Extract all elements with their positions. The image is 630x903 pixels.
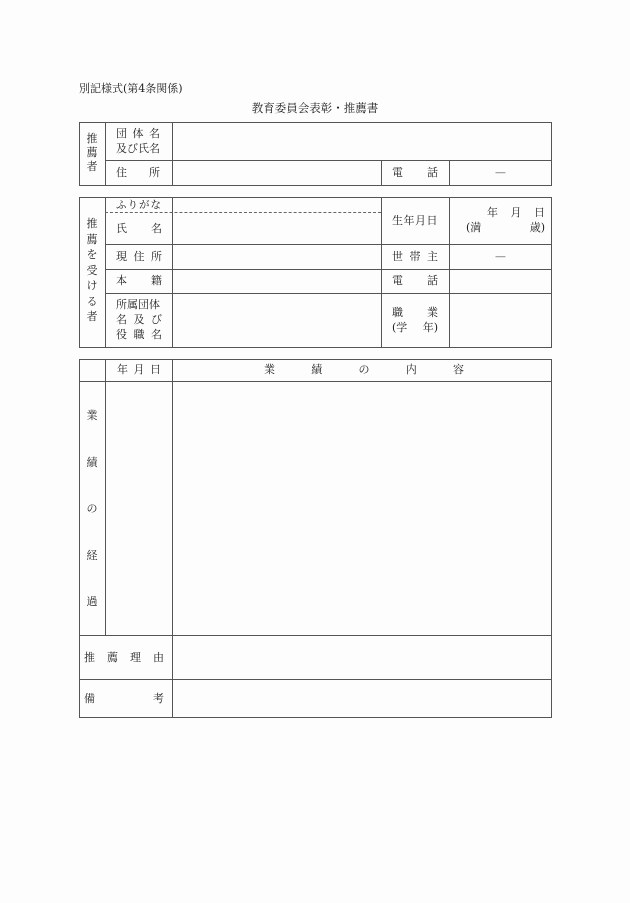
recommender-phone-field[interactable]: — (495, 166, 506, 179)
label-char: 名 (151, 328, 162, 341)
label-char: 本 (116, 274, 127, 287)
label-char: 帯 (409, 250, 421, 263)
label-char: 話 (427, 166, 438, 179)
affiliation-label-line2 (116, 313, 162, 327)
nominee-section-label (79, 216, 105, 325)
label-char: 者 (86, 310, 98, 323)
label-char: 内 (405, 363, 417, 376)
birthdate-field[interactable] (450, 198, 551, 244)
label-char: 理 (130, 651, 141, 664)
org-name-field[interactable] (173, 123, 551, 160)
age-close: 歳) (529, 221, 545, 234)
affiliation-label-line3 (116, 328, 162, 342)
label-char: 月 (133, 363, 145, 376)
label-char: 由 (153, 651, 164, 664)
address-label (116, 166, 160, 180)
label-char: 所 (149, 166, 160, 179)
occupation-label (392, 306, 438, 320)
content-column-header (264, 363, 464, 377)
label-char: 電 (392, 274, 403, 287)
label-char: 受 (86, 263, 98, 277)
label-char: の (86, 502, 98, 515)
label-char: 話 (427, 274, 438, 287)
achievement-dates-field[interactable] (106, 382, 172, 635)
label-char: 者 (86, 160, 98, 173)
label-char: び (151, 313, 162, 326)
label-char: 氏 (116, 222, 127, 235)
label-char: 年) (422, 321, 438, 334)
recommender-address-field[interactable] (173, 161, 381, 185)
label-char: 籍 (151, 274, 162, 287)
age-line (466, 221, 545, 235)
year-char: 年 (487, 206, 498, 219)
recommender-phone-label (392, 166, 438, 180)
label-char: 考 (153, 692, 164, 705)
label-char: 経 (86, 548, 98, 562)
label-char: 薦 (107, 651, 118, 664)
affiliation-field[interactable] (173, 294, 381, 347)
org-name-label-line2: 及び氏名 (116, 142, 160, 155)
label-char: 所 (151, 250, 162, 263)
month-char: 月 (510, 206, 522, 219)
name-label (116, 222, 162, 236)
label-char: を (86, 248, 98, 261)
label-char: 推 (86, 217, 98, 230)
furigana-field[interactable] (173, 198, 381, 212)
label-char: 薦 (86, 146, 98, 159)
achievement-history-label (79, 409, 105, 609)
document-title: 教育委員会表彰・推薦書 (251, 101, 379, 115)
label-char: 職 (392, 306, 403, 319)
label-char: (学 (392, 321, 408, 334)
label-char: 容 (453, 363, 464, 376)
nominee-phone-label (392, 274, 438, 288)
furigana-label: ふりがな (116, 199, 162, 211)
recommendation-reason-field[interactable] (173, 636, 551, 679)
date-column-header (117, 363, 161, 377)
grade-label (392, 321, 438, 335)
label-char: 績 (86, 455, 98, 469)
label-char: 役 (116, 328, 127, 341)
label-char: 業 (86, 409, 98, 422)
label-char: 名 (151, 222, 162, 235)
domicile-label (116, 274, 162, 288)
occupation-field[interactable] (450, 294, 551, 347)
birthdate-ymd (487, 206, 545, 220)
label-char: 績 (311, 363, 323, 376)
remarks-label (84, 692, 164, 706)
household-head-field[interactable]: — (495, 250, 506, 263)
divider (381, 160, 382, 186)
current-address-label (116, 250, 162, 264)
label-char: 過 (86, 595, 98, 608)
affiliation-label-line1: 所属団体 (116, 298, 160, 311)
label-char: 業 (427, 306, 438, 319)
name-field[interactable] (173, 213, 381, 244)
divider (105, 197, 106, 348)
household-head-label (392, 250, 438, 264)
org-name-label-line1: 団 体 名 (116, 127, 161, 140)
label-char: 薦 (86, 232, 98, 246)
label-char: 主 (427, 250, 438, 263)
divider (381, 197, 382, 348)
current-address-field[interactable] (173, 245, 381, 269)
label-char: 日 (150, 363, 161, 376)
label-char: の (358, 363, 370, 376)
label-char: 現 (116, 250, 127, 263)
birthdate-label: 生年月日 (392, 214, 438, 227)
label-char: 名 (116, 313, 127, 326)
label-char: 住 (133, 250, 145, 263)
label-char: 世 (392, 250, 403, 263)
age-open: (満 (466, 221, 482, 234)
label-char: け (86, 279, 98, 292)
recommendation-reason-label (84, 651, 164, 665)
label-char: 電 (392, 166, 403, 179)
label-char: る (86, 294, 98, 308)
form-reference: 別記様式(第4条関係) (79, 82, 183, 95)
day-char: 日 (534, 206, 545, 219)
label-char: 及 (133, 313, 145, 326)
divider (105, 122, 106, 186)
nominee-phone-field[interactable] (450, 270, 551, 293)
remarks-field[interactable] (173, 680, 551, 717)
recommender-section-label (79, 132, 105, 174)
label-char: 年 (117, 363, 128, 376)
label-char: 職 (133, 328, 145, 341)
label-char: 推 (86, 132, 98, 145)
label-char: 備 (84, 692, 95, 705)
label-char: 推 (84, 651, 95, 664)
label-char: 業 (264, 363, 275, 376)
achievement-content-field[interactable] (173, 382, 551, 635)
label-char: 住 (116, 166, 127, 179)
domicile-field[interactable] (173, 270, 381, 293)
